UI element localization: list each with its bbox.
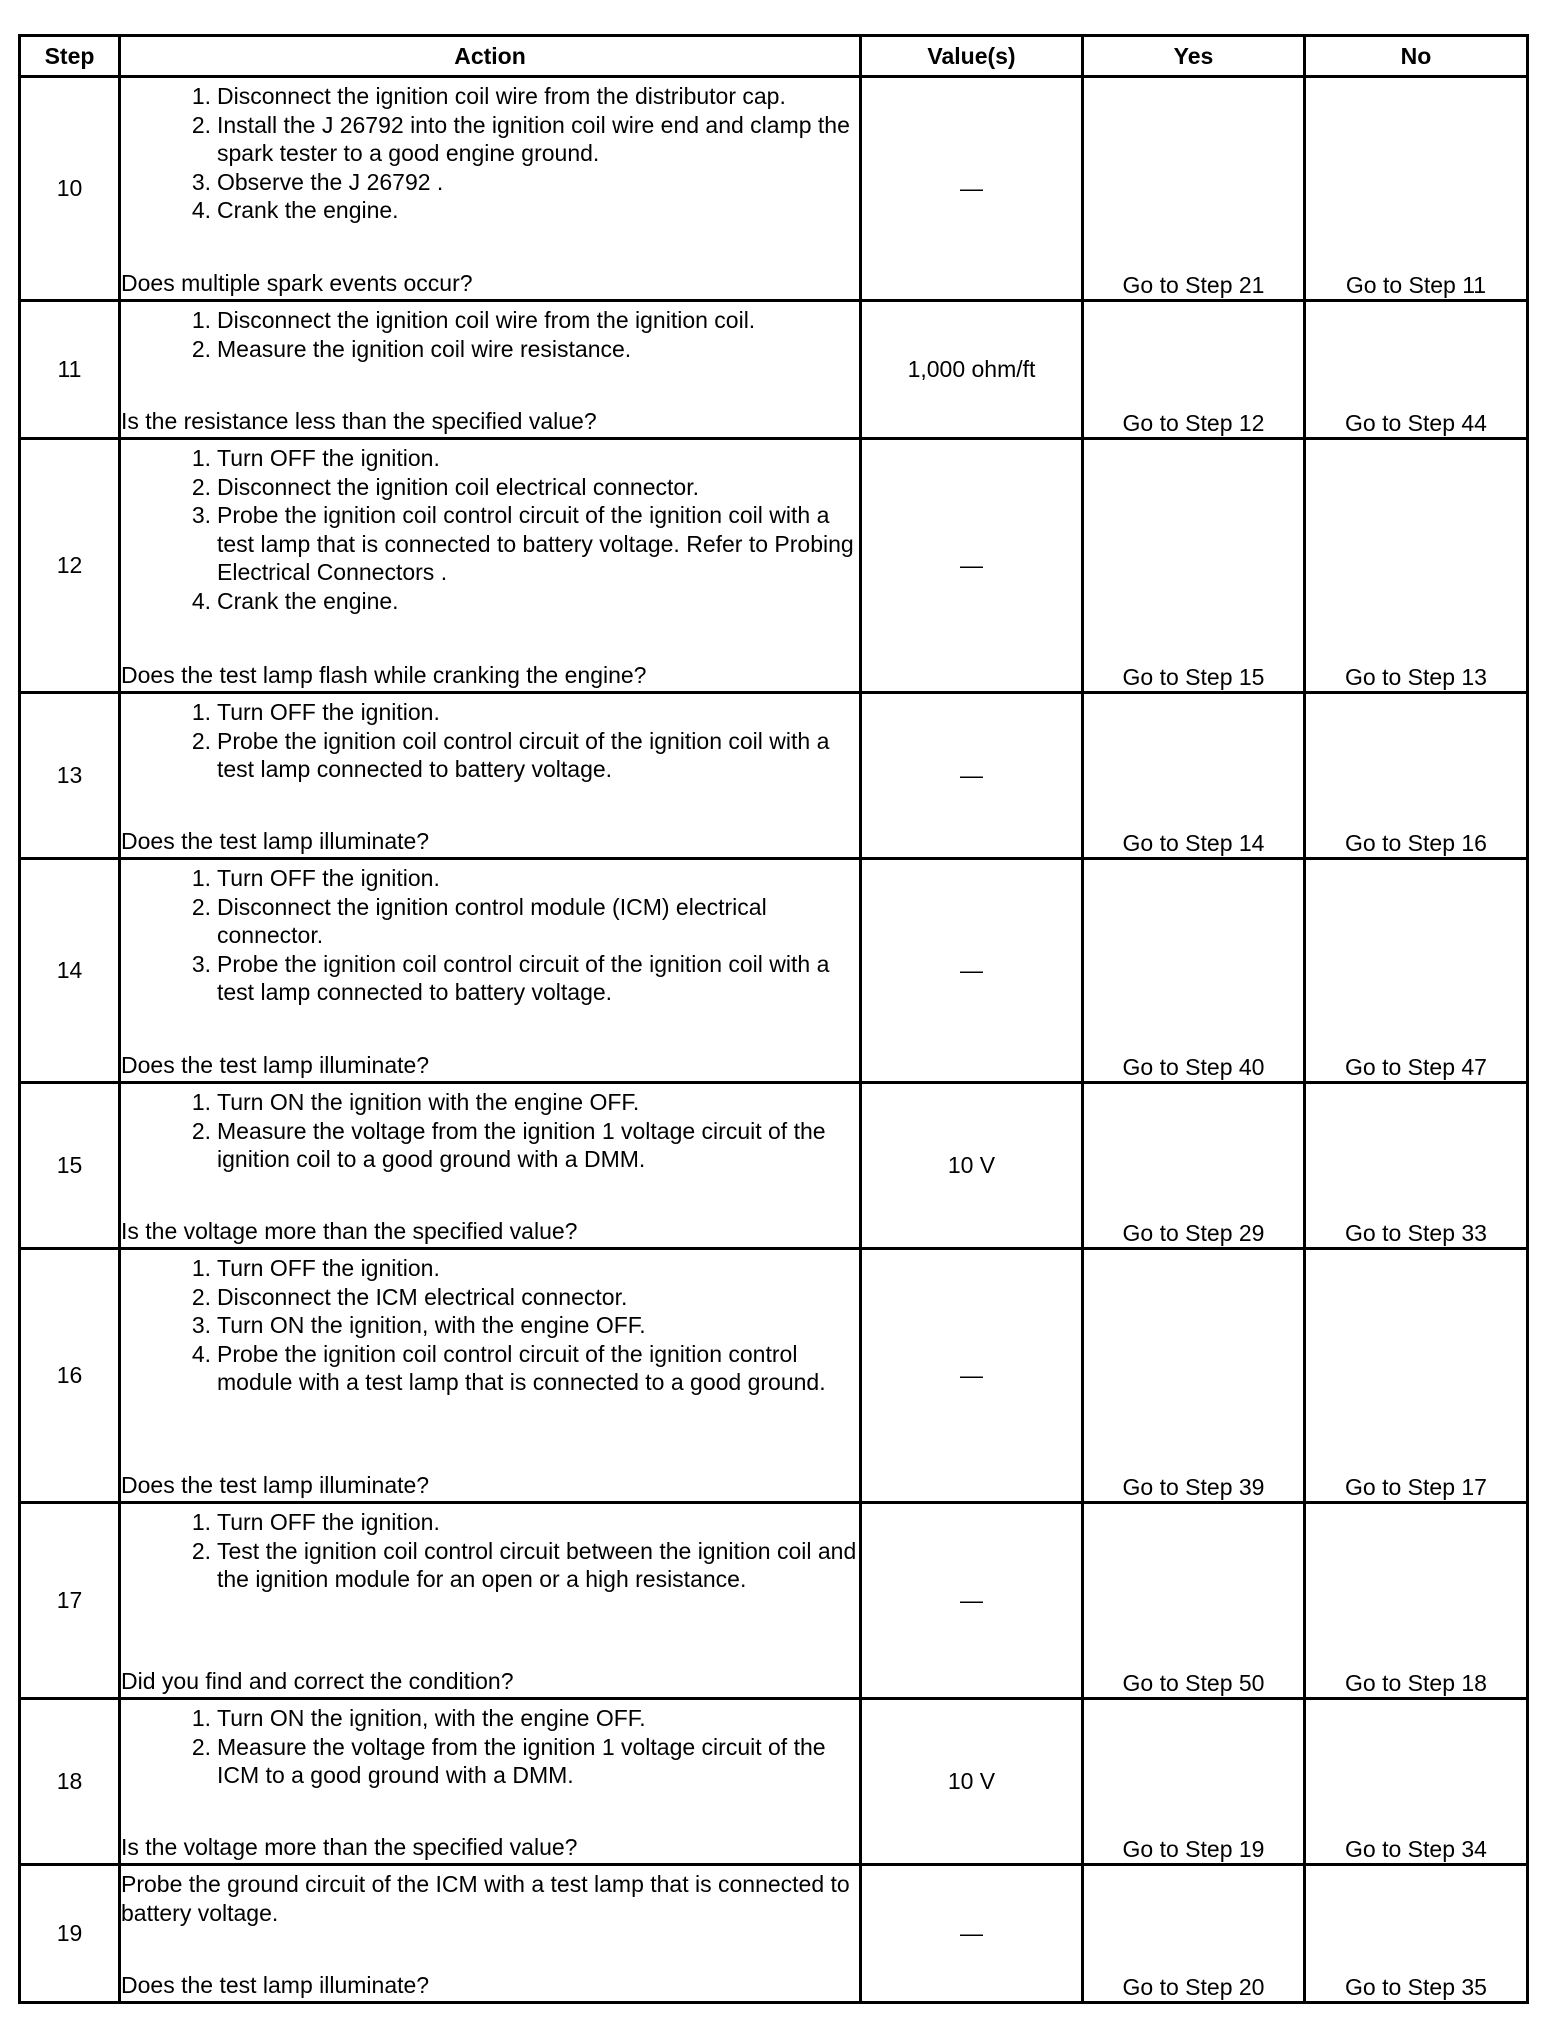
instruction-item: 1. Turn OFF the ignition. (191, 1509, 440, 1535)
no-cell: Go to Step 13 (1305, 439, 1528, 693)
question-text: Did you find and correct the condition? (121, 1667, 514, 1694)
instruction-item: 2. Disconnect the ignition coil electrical connector. (191, 473, 699, 500)
action-cell (120, 1083, 861, 1249)
no-cell: Go to Step 17 (1305, 1249, 1528, 1503)
no-cell: Go to Step 34 (1305, 1699, 1528, 1865)
table-row (20, 301, 1528, 439)
value-cell: — (861, 1249, 1083, 1503)
header-values: Value(s) (861, 36, 1083, 77)
instruction-item: 2. Probe the ignition coil control circuit of the ignition coil with a test lamp connected to battery voltage. (191, 727, 830, 782)
table-row (20, 1503, 1528, 1699)
instruction-list (121, 1088, 859, 1174)
instruction-item: 2. Disconnect the ignition control module (ICM) electrical connector. (191, 893, 767, 948)
instruction-item: 1. Disconnect the ignition coil wire from the ignition coil. (191, 307, 756, 333)
header-action: Action (120, 36, 861, 77)
instruction-item: 4. Crank the engine. (191, 587, 399, 614)
instruction-list (121, 698, 859, 784)
instruction-item: 4. Crank the engine. (191, 197, 399, 223)
yes-cell: Go to Step 14 (1083, 693, 1305, 859)
no-cell: Go to Step 35 (1305, 1865, 1528, 2003)
step-number: 13 (20, 693, 120, 859)
step-number: 15 (20, 1083, 120, 1249)
value-cell: — (861, 693, 1083, 859)
no-cell: Go to Step 11 (1305, 77, 1528, 301)
value-cell: — (861, 859, 1083, 1083)
instruction-item: 1. Turn OFF the ignition. (191, 699, 440, 725)
value-cell: 10 V (861, 1083, 1083, 1249)
instruction-item: 3. Probe the ignition coil control circuit of the ignition coil with a test lamp connected to battery voltage. (191, 950, 830, 1005)
value-cell: — (861, 1865, 1083, 2003)
no-cell: Go to Step 47 (1305, 859, 1528, 1083)
yes-cell: Go to Step 20 (1083, 1865, 1305, 2003)
table-row (20, 1865, 1528, 2003)
question-text: Does the test lamp flash while cranking the engine? (121, 661, 647, 688)
instruction-item: 2. Measure the ignition coil wire resistance. (191, 335, 632, 362)
question-text: Does multiple spark events occur? (121, 269, 473, 296)
diagnostic-table (18, 34, 1529, 2004)
table-row (20, 1699, 1528, 1865)
action-cell (120, 77, 861, 301)
action-cell (120, 301, 861, 439)
no-cell: Go to Step 16 (1305, 693, 1528, 859)
header-step: Step (20, 36, 120, 77)
action-cell (120, 693, 861, 859)
yes-cell: Go to Step 21 (1083, 77, 1305, 301)
header-row (20, 36, 1528, 77)
instruction-item: 2. Measure the voltage from the ignition 1 voltage circuit of the ICM to a good ground with a DMM. (191, 1733, 826, 1788)
instruction-item: 1. Turn ON the ignition, with the engine OFF. (191, 1705, 646, 1731)
instruction-list (121, 1704, 859, 1790)
table-row (20, 439, 1528, 693)
action-cell (120, 1699, 861, 1865)
value-cell: 1,000 ohm/ft (861, 301, 1083, 439)
question-text: Does the test lamp illuminate? (121, 827, 430, 854)
instruction-item: 3. Observe the J 26792 . (191, 168, 444, 195)
yes-cell: Go to Step 50 (1083, 1503, 1305, 1699)
no-cell: Go to Step 44 (1305, 301, 1528, 439)
no-cell: Go to Step 33 (1305, 1083, 1528, 1249)
instruction-item: 2. Test the ignition coil control circuit between the ignition coil and the ignition module for an open or a high resistance. (191, 1537, 857, 1592)
step-number: 11 (20, 301, 120, 439)
instruction-list (121, 864, 859, 1007)
instruction-list (121, 444, 859, 615)
yes-cell: Go to Step 29 (1083, 1083, 1305, 1249)
table-row (20, 1083, 1528, 1249)
instruction-item: 1. Turn OFF the ignition. (191, 1255, 440, 1281)
value-cell: 10 V (861, 1699, 1083, 1865)
step-number: 17 (20, 1503, 120, 1699)
action-cell (120, 439, 861, 693)
instruction-item: 1. Turn OFF the ignition. (191, 865, 440, 891)
instruction-item: 3. Probe the ignition coil control circuit of the ignition coil with a test lamp that is connected to battery voltage. Refer to Probing Electrical Connectors . (191, 502, 854, 585)
yes-cell: Go to Step 12 (1083, 301, 1305, 439)
step-number: 19 (20, 1865, 120, 2003)
action-cell (120, 859, 861, 1083)
question-text: Does the test lamp illuminate? (121, 1051, 430, 1078)
header-yes: Yes (1083, 36, 1305, 77)
header-no: No (1305, 36, 1528, 77)
yes-cell: Go to Step 15 (1083, 439, 1305, 693)
yes-cell: Go to Step 40 (1083, 859, 1305, 1083)
instruction-item: 1. Turn ON the ignition with the engine OFF. (191, 1089, 640, 1115)
step-number: 16 (20, 1249, 120, 1503)
value-cell: — (861, 439, 1083, 693)
yes-cell: Go to Step 39 (1083, 1249, 1305, 1503)
step-number: 14 (20, 859, 120, 1083)
table-row (20, 859, 1528, 1083)
question-text: Is the voltage more than the specified value? (121, 1217, 578, 1244)
instruction-item: 1. Disconnect the ignition coil wire from the distributor cap. (191, 83, 786, 109)
step-number: 18 (20, 1699, 120, 1865)
instruction-item: 1. Turn OFF the ignition. (191, 445, 440, 471)
question-text: Does the test lamp illuminate? (121, 1471, 430, 1498)
action-cell (120, 1249, 861, 1503)
no-cell: Go to Step 18 (1305, 1503, 1528, 1699)
question-text: Is the voltage more than the specified value? (121, 1833, 578, 1860)
question-text: Is the resistance less than the specified value? (121, 407, 597, 434)
instruction-list (121, 1254, 859, 1397)
action-cell (120, 1503, 861, 1699)
instruction-list (121, 1508, 859, 1594)
yes-cell: Go to Step 19 (1083, 1699, 1305, 1865)
instruction-list (121, 306, 859, 363)
table-row (20, 693, 1528, 859)
instruction-item: 2. Install the J 26792 into the ignition coil wire end and clamp the spark tester to a good engine ground. (191, 111, 850, 166)
table-row (20, 1249, 1528, 1503)
instruction-item: 2. Measure the voltage from the ignition 1 voltage circuit of the ignition coil to a good ground with a DMM. (191, 1117, 826, 1172)
question-text: Does the test lamp illuminate? (121, 1971, 430, 1998)
instruction-list (121, 82, 859, 225)
table-row (20, 77, 1528, 301)
value-cell: — (861, 1503, 1083, 1699)
instruction-item: 4. Probe the ignition coil control circuit of the ignition control module with a test lamp that is connected to a good ground. (191, 1340, 826, 1395)
instruction-text: Probe the ground circuit of the ICM with a test lamp that is connected to battery voltage. (121, 1871, 850, 1926)
instruction-item: 2. Disconnect the ICM electrical connector. (191, 1283, 628, 1310)
instruction-item: 3. Turn ON the ignition, with the engine OFF. (191, 1312, 646, 1338)
action-cell (120, 1865, 861, 2003)
step-number: 10 (20, 77, 120, 301)
step-number: 12 (20, 439, 120, 693)
value-cell: — (861, 77, 1083, 301)
